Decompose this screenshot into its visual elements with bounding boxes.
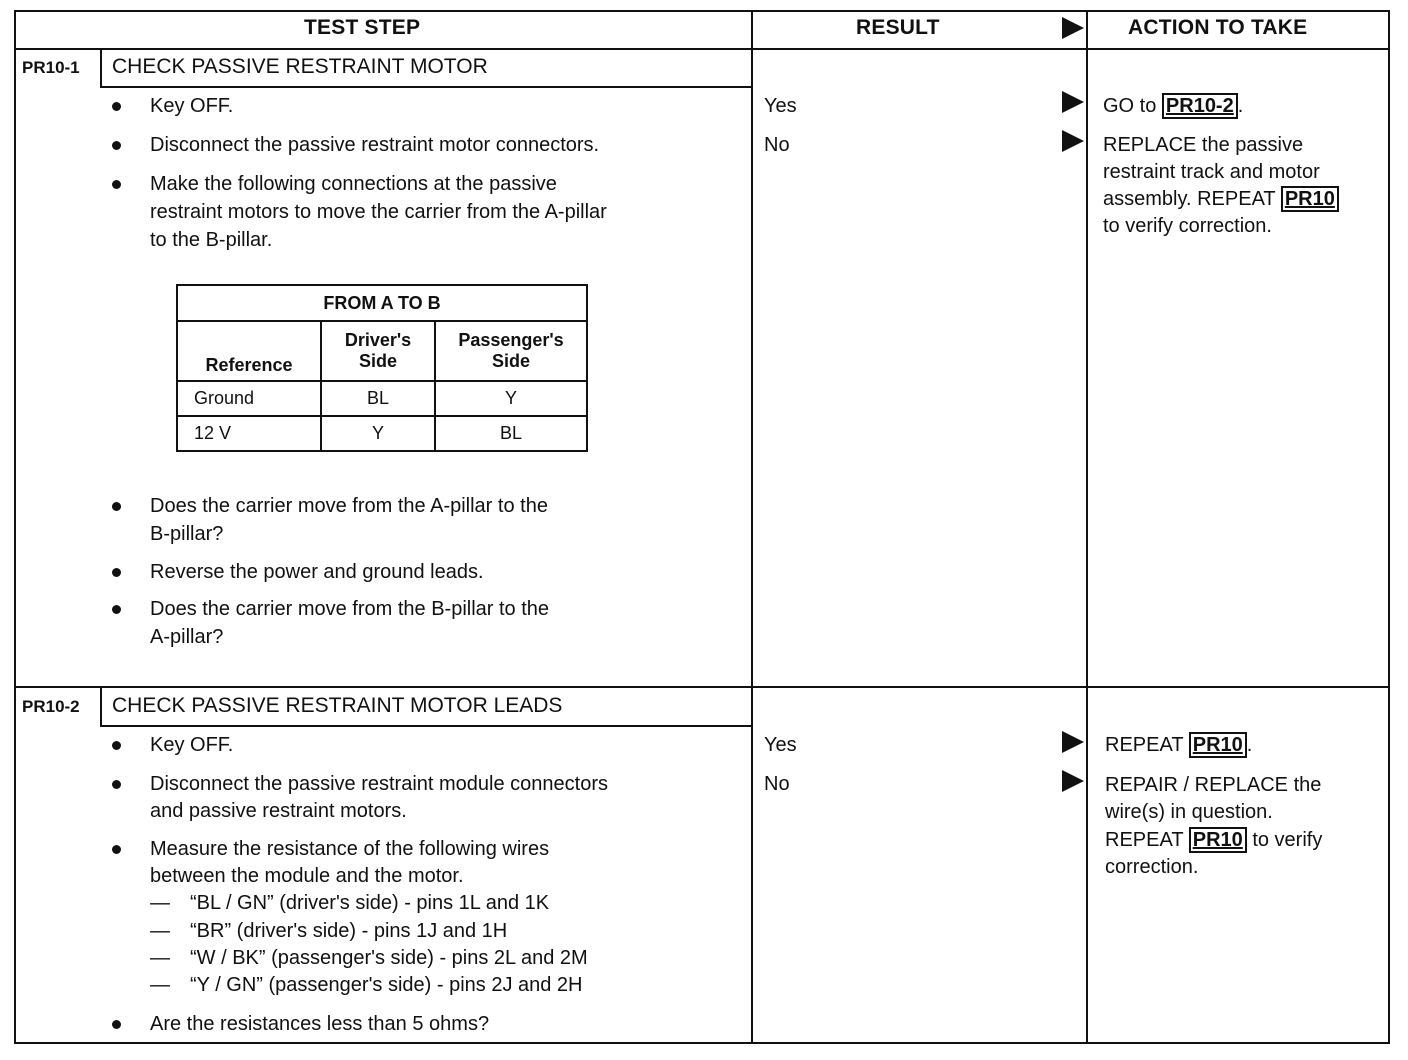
action-text: REPLACE the passive (1103, 134, 1304, 156)
step1-id-divider (100, 48, 102, 88)
step2-id-divider (100, 686, 102, 727)
action-text-part: . (1246, 734, 1253, 756)
action-text-part: to verify (1246, 829, 1323, 851)
table-right-border (1388, 10, 1390, 1044)
bullet-icon (112, 741, 121, 750)
column-header-line: Side (358, 351, 397, 371)
column-header-line: Side (491, 351, 530, 371)
column-header: Reference (177, 321, 321, 381)
instruction-text: Key OFF. (150, 734, 234, 756)
instruction-text: A-pillar? (150, 626, 224, 648)
result-arrow-icon (1062, 130, 1084, 152)
step-reference-link[interactable]: PR10 (1189, 732, 1247, 758)
wire-item (150, 945, 588, 971)
step2-title-bottom-border (100, 725, 752, 727)
action-text-part: assembly. REPEAT (1103, 188, 1281, 210)
step-reference-link[interactable]: PR10 (1189, 827, 1247, 853)
table-cell: Y (321, 416, 435, 451)
instruction-text: restraint motors to move the carrier from the A-pillar (150, 201, 607, 223)
header-arrow-icon (1062, 17, 1084, 39)
wire-text: “BL / GN” (driver's side) - pins 1L and 1K (190, 892, 550, 914)
table-top-border (14, 10, 1390, 12)
instruction-text: B-pillar? (150, 523, 224, 545)
result-yes: Yes (764, 734, 797, 756)
bullet-icon (112, 102, 121, 111)
bullet-icon (112, 180, 121, 189)
instruction-text: Key OFF. (150, 95, 234, 117)
bullet-icon (112, 141, 121, 150)
header-action: ACTION TO TAKE (1128, 16, 1308, 39)
bullet-icon (112, 1020, 121, 1029)
wire-text: “W / BK” (passenger's side) - pins 2L and 2M (190, 947, 588, 969)
action-text: REPAIR / REPLACE the (1105, 774, 1322, 796)
table-cell: BL (321, 381, 435, 416)
action-text-part: REPEAT (1105, 734, 1189, 756)
instruction-text: Disconnect the passive restraint module connectors (150, 773, 609, 795)
step1-title-bottom-border (100, 86, 752, 88)
instruction-text: Measure the resistance of the following wires (150, 838, 550, 860)
result-column-divider (751, 10, 753, 1044)
result-yes: Yes (764, 95, 797, 117)
instruction-text: Make the following connections at the passive (150, 173, 557, 195)
dash-icon: — (150, 892, 170, 914)
column-header-line: Driver's (344, 330, 412, 350)
table-cell: 12 V (177, 416, 321, 451)
action-text (1103, 186, 1339, 212)
action-text: restraint track and motor (1103, 161, 1320, 183)
action-text-part: GO to (1103, 95, 1162, 117)
header-result: RESULT (856, 16, 940, 39)
table-bottom-border (14, 1042, 1390, 1044)
instruction-text: Disconnect the passive restraint motor connectors. (150, 134, 600, 156)
connection-table (176, 284, 588, 452)
step-id: PR10-1 (22, 58, 80, 77)
action-text (1103, 93, 1243, 119)
action-text (1105, 827, 1322, 853)
action-text: to verify correction. (1103, 215, 1272, 237)
instruction-text: Does the carrier move from the B-pillar to the (150, 598, 550, 620)
result-no: No (764, 134, 790, 156)
result-arrow-icon (1062, 731, 1084, 753)
column-header (435, 321, 587, 381)
wire-item (150, 972, 583, 998)
header-bottom-border (14, 48, 1390, 50)
header-test-step: TEST STEP (304, 16, 421, 39)
instruction-text: Does the carrier move from the A-pillar to the (150, 495, 548, 517)
action-column-divider (1086, 10, 1088, 1044)
instruction-text: between the module and the motor. (150, 865, 464, 887)
step-reference-link[interactable]: PR10 (1281, 186, 1339, 212)
table-cell: BL (435, 416, 587, 451)
instruction-text: Are the resistances less than 5 ohms? (150, 1013, 490, 1035)
result-arrow-icon (1062, 770, 1084, 792)
connection-table-title: FROM A TO B (177, 285, 587, 321)
table-left-border (14, 10, 16, 1044)
dash-icon: — (150, 947, 170, 969)
action-text (1105, 732, 1252, 758)
table-cell: Ground (177, 381, 321, 416)
step-id: PR10-2 (22, 697, 80, 716)
action-text-part: REPEAT (1105, 829, 1189, 851)
result-arrow-icon (1062, 91, 1084, 113)
bullet-icon (112, 780, 121, 789)
bullet-icon (112, 845, 121, 854)
wire-item (150, 890, 549, 916)
step-title: CHECK PASSIVE RESTRAINT MOTOR (112, 55, 488, 78)
table-row (177, 416, 587, 451)
dash-icon: — (150, 974, 170, 996)
action-text-part: . (1237, 95, 1244, 117)
table-row (177, 381, 587, 416)
action-text: correction. (1105, 856, 1199, 878)
wire-item (150, 918, 507, 944)
step-separator (14, 686, 1390, 688)
step-reference-link[interactable]: PR10-2 (1162, 93, 1238, 119)
column-header-line: Passenger's (458, 330, 564, 350)
action-text: wire(s) in question. (1105, 801, 1273, 823)
wire-text: “BR” (driver's side) - pins 1J and 1H (190, 920, 508, 942)
bullet-icon (112, 605, 121, 614)
bullet-icon (112, 502, 121, 511)
wire-text: “Y / GN” (passenger's side) - pins 2J and 2H (190, 974, 583, 996)
dash-icon: — (150, 920, 170, 942)
instruction-text: to the B-pillar. (150, 229, 273, 251)
bullet-icon (112, 568, 121, 577)
result-no: No (764, 773, 790, 795)
step-title: CHECK PASSIVE RESTRAINT MOTOR LEADS (112, 694, 563, 717)
instruction-text: Reverse the power and ground leads. (150, 561, 484, 583)
column-header (321, 321, 435, 381)
instruction-text: and passive restraint motors. (150, 800, 407, 822)
table-cell: Y (435, 381, 587, 416)
